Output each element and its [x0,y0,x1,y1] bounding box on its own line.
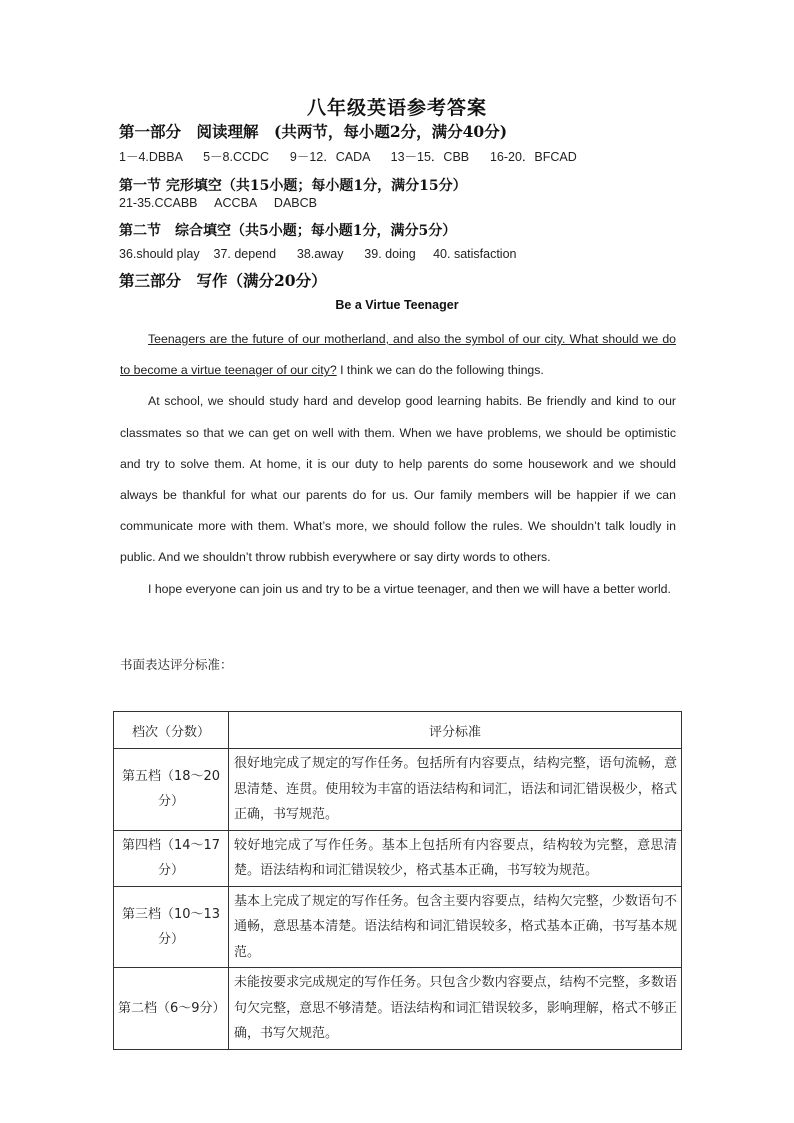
rubric-header-criteria: 评分标准 [229,712,682,749]
part1-answers: 1－4.DBBA 5－8.CCDC 9－12．CADA 13－15．CBB 16-20．BFCAD [119,150,577,164]
rubric-level-cell: 第五档（18～20分） [114,749,229,831]
essay-underlined-intro: Teenagers are the future of our motherland, and also the symbol of our city. What should we do to become a virtue teenager of our city? [120,332,676,378]
table-row [114,830,682,886]
section1-answers: 21-35.CCABB ACCBA DABCB [119,196,317,210]
rubric-level-cell: 第四档（14～17分） [114,830,229,886]
essay-paragraph-3: I hope everyone can join us and try to be a virtue teenager, and then we will have a better world. [148,581,671,596]
rubric-label: 书面表达评分标准： [120,657,233,672]
rubric-criteria-cell: 较好地完成了写作任务。基本上包括所有内容要点，结构较为完整，意思清楚。语法结构和词汇错误较少，格式基本正确，书写较为规范。 [229,830,682,886]
rubric-criteria-cell: 基本上完成了规定的写作任务。包含主要内容要点，结构欠完整，少数语句不通畅，意思基本清楚。语法结构和词汇错误较多，格式基本正确，书写基本规范。 [229,886,682,968]
essay-body [120,324,676,605]
essay-title: Be a Virtue Teenager [335,298,459,312]
rubric-header-row [114,712,682,749]
section2-heading: 第二节 综合填空（共5小题；每小题1分，满分5分） [119,223,457,239]
rubric-level-cell: 第三档（10～13分） [114,886,229,968]
table-row [114,749,682,831]
rubric-level-cell: 第二档（6～9分） [114,968,229,1050]
document-title: 八年级英语参考答案 [306,97,487,119]
rubric-table [113,711,682,1050]
section2-answers: 36.should play 37. depend 38.away 39. doing 40. satisfaction [119,247,517,261]
essay-intro-rest: I think we can do the following things. [336,363,544,378]
part1-heading: 第一部分 阅读理解 (共两节，每小题2分，满分40分) [119,122,508,141]
section1-heading: 第一节 完形填空（共15小题；每小题1分，满分15分） [119,178,467,194]
rubric-criteria-cell: 很好地完成了规定的写作任务。包括所有内容要点，结构完整，语句流畅，意思清楚、连贯。使用较为丰富的语法结构和词汇，语法和词汇错误极少，格式正确，书写规范。 [229,749,682,831]
table-row [114,886,682,968]
rubric-header-level: 档次（分数） [114,712,229,749]
rubric-criteria-cell: 未能按要求完成规定的写作任务。只包含少数内容要点，结构不完整，多数语句欠完整，意思不够清楚。语法结构和词汇错误较多，影响理解，格式不够正确，书写欠规范。 [229,968,682,1050]
table-row [114,968,682,1050]
essay-paragraph-2: At school, we should study hard and develop good learning habits. Be friendly and kind to our classmates so that we can get on well with them. When we have problems, we should be optimistic and try to solve them. At home, it is our duty to help parents do some housework and we should always be thankful for what our parents do for us. Our family members will be happier if we can communicate more with them. What’s more, we should follow the rules. We shouldn’t talk loudly in public. And we shouldn’t throw rubbish everywhere or say dirty words to others. [120,394,676,565]
essay-paragraph-1 [120,324,676,386]
part3-heading: 第三部分 写作（满分20分） [119,271,327,290]
